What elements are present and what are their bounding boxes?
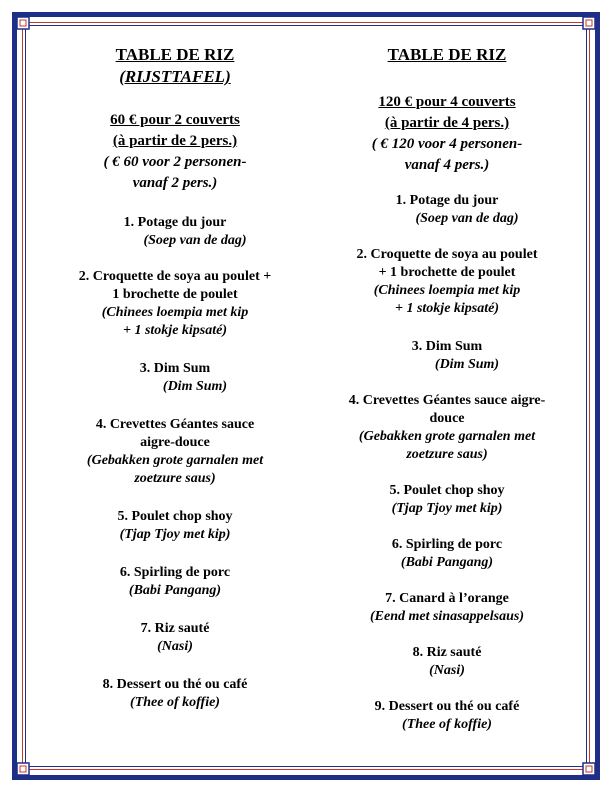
right-item-3-trans: (Dim Sum) — [434, 357, 500, 372]
left-item-4-name-1: 4. Crevettes Géantes sauce — [95, 417, 255, 432]
left-item-2-name-2: 1 brochette de poulet — [112, 287, 238, 302]
left-item-3-name: 3. Dim Sum — [139, 361, 211, 376]
right-item-9-trans: (Thee of koffie) — [402, 717, 492, 732]
right-item-4-name-2: douce — [429, 411, 465, 426]
left-item-1-name: 1. Potage du jour — [123, 215, 227, 230]
left-price-note-2: vanaf 2 pers.) — [132, 175, 218, 191]
right-item-8-name: 8. Riz sauté — [412, 645, 482, 660]
left-item-8-trans: (Thee of koffie) — [130, 695, 220, 710]
left-item-5-name: 5. Poulet chop shoy — [117, 509, 233, 524]
right-item-4-trans-1: (Gebakken grote garnalen met — [358, 429, 536, 444]
left-item-7-trans: (Nasi) — [157, 639, 193, 654]
right-title: TABLE DE RIZ — [387, 45, 507, 64]
left-item-4-trans-1: (Gebakken grote garnalen met — [86, 453, 264, 468]
left-item-4 — [40, 416, 310, 488]
right-item-1-name: 1. Potage du jour — [395, 193, 499, 208]
right-price: 120 € pour 4 couverts — [378, 94, 516, 110]
left-item-8-name: 8. Dessert ou thé ou café — [102, 677, 248, 692]
right-item-2-name-2: + 1 brochette de poulet — [378, 265, 516, 280]
right-item-8 — [322, 644, 572, 680]
left-price: 60 € pour 2 couverts — [110, 112, 240, 128]
right-item-6 — [322, 536, 572, 572]
left-item-4-name-2: aigre-douce — [140, 435, 210, 450]
right-item-1-trans: (Soep van de dag) — [415, 211, 519, 226]
right-item-1 — [322, 192, 572, 228]
left-price-note-1: ( € 60 voor 2 personen- — [103, 154, 247, 170]
left-item-2-trans-2: + 1 stokje kipsaté) — [122, 323, 228, 338]
right-item-7 — [322, 590, 572, 626]
left-item-3-trans: (Dim Sum) — [162, 379, 228, 394]
left-item-6 — [40, 564, 310, 600]
left-subtitle: (RIJSTTAFEL) — [119, 67, 231, 86]
left-item-6-name: 6. Spirling de porc — [119, 565, 231, 580]
right-item-9-name: 9. Dessert ou thé ou café — [374, 699, 520, 714]
left-item-1 — [40, 214, 310, 250]
right-item-6-name: 6. Spirling de porc — [391, 537, 503, 552]
left-title: TABLE DE RIZ — [115, 45, 235, 64]
left-item-4-trans-2: zoetzure saus) — [134, 471, 216, 486]
right-price-note-1: ( € 120 voor 4 personen- — [371, 136, 523, 152]
right-item-2 — [322, 246, 572, 318]
right-item-7-trans: (Eend met sinasappelsaus) — [369, 609, 524, 624]
right-item-8-trans: (Nasi) — [429, 663, 465, 678]
right-item-4-trans-2: zoetzure saus) — [406, 447, 488, 462]
left-item-5 — [40, 508, 310, 544]
right-item-6-trans: (Babi Pangang) — [400, 555, 494, 570]
right-price-note-2: vanaf 4 pers.) — [404, 157, 490, 173]
menu-left-column — [40, 44, 310, 712]
left-item-6-trans: (Babi Pangang) — [128, 583, 222, 598]
right-item-9 — [322, 698, 572, 734]
left-item-1-trans: (Soep van de dag) — [143, 233, 247, 248]
left-item-2-trans-1: (Chinees loempia met kip — [101, 305, 249, 320]
right-item-7-name: 7. Canard à l’orange — [385, 591, 509, 606]
right-item-2-trans-2: + 1 stokje kipsaté) — [394, 301, 500, 316]
right-item-5-trans: (Tjap Tjoy met kip) — [391, 501, 503, 516]
right-item-3 — [322, 338, 572, 374]
right-item-2-trans-1: (Chinees loempia met kip — [373, 283, 521, 298]
right-item-5 — [322, 482, 572, 518]
right-item-4 — [322, 392, 572, 464]
right-item-5-name: 5. Poulet chop shoy — [389, 483, 505, 498]
left-item-2-name-1: 2. Croquette de soya au poulet + — [78, 269, 272, 284]
left-min-persons: (à partir de 2 pers.) — [112, 133, 238, 149]
left-item-5-trans: (Tjap Tjoy met kip) — [119, 527, 231, 542]
menu-right-column — [322, 44, 572, 734]
left-item-2 — [40, 268, 310, 340]
right-item-2-name-1: 2. Croquette de soya au poulet — [356, 247, 538, 262]
left-item-8 — [40, 676, 310, 712]
left-item-7-name: 7. Riz sauté — [140, 621, 210, 636]
left-item-3 — [40, 360, 310, 396]
right-min-persons: (à partir de 4 pers.) — [384, 115, 510, 131]
left-item-7 — [40, 620, 310, 656]
right-item-3-name: 3. Dim Sum — [411, 339, 483, 354]
right-item-4-name-1: 4. Crevettes Géantes sauce aigre- — [348, 393, 546, 408]
